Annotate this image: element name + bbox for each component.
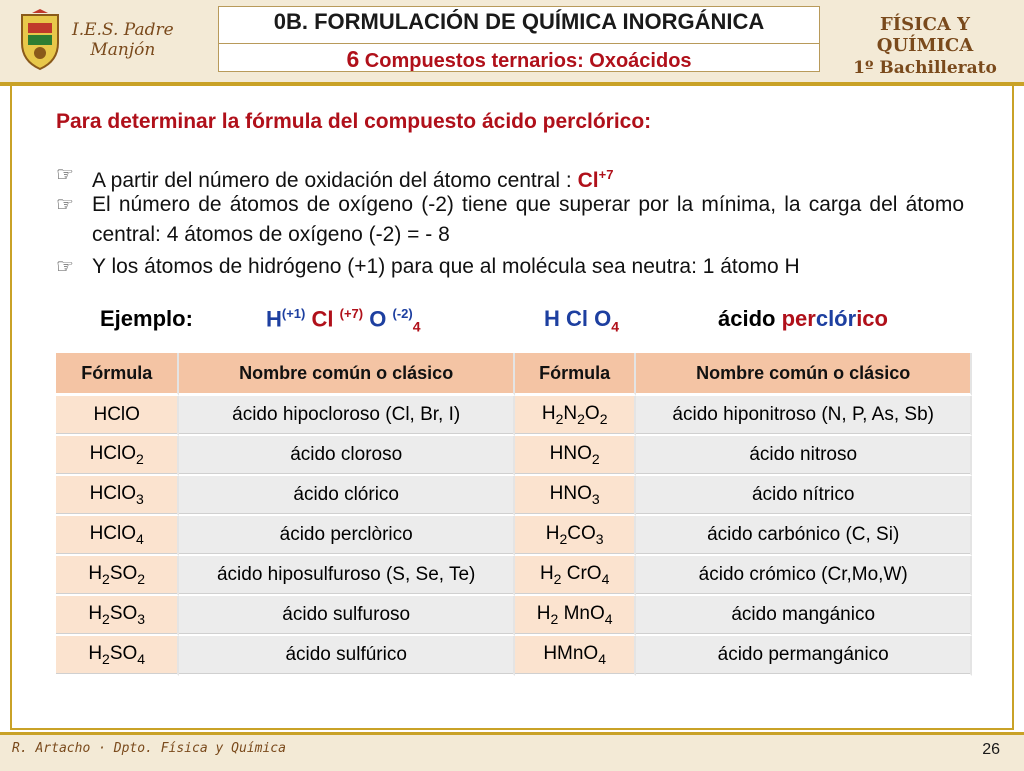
school-name-line2: Manjón	[90, 40, 156, 60]
school-logo	[6, 4, 206, 76]
name-cell: ácido crómico (Cr,Mo,W)	[636, 556, 972, 596]
table-row	[56, 436, 972, 476]
formula-cell: $H_2$ CrO$_4$	[515, 556, 636, 596]
intro-heading: Para determinar la fórmula del compuesto ácido perclórico:	[56, 110, 652, 133]
table-header-row	[56, 353, 972, 396]
example-cl: Cl	[311, 306, 334, 332]
name-cell: ácido hiposulfuroso (S, Se, Te)	[179, 556, 515, 596]
formula-cell: $HNO_2$	[515, 436, 636, 476]
formula-cell: $H_2$ MnO$_4$	[515, 596, 636, 636]
subtitle-text: Compuestos ternarios: Oxoácidos	[364, 50, 692, 72]
example-name-ico: ico	[856, 306, 888, 331]
example-h: H	[266, 306, 282, 332]
column-header: Fórmula	[515, 353, 636, 396]
subtitle-number: 6	[346, 46, 360, 72]
bullet-2-text: El número de átomos de oxígeno (-2) tiene que superar por la mínima, la carga del átomo central: 4 átomos de oxígeno (-2) = - 8	[92, 193, 964, 246]
subject-label	[830, 14, 1020, 78]
formula-cell: HClO$_2$	[56, 436, 179, 476]
example-formula	[544, 306, 619, 334]
name-cell: ácido sulfuroso	[179, 596, 515, 636]
formula-cell: $H_2CO_3$	[515, 516, 636, 556]
example-name-pre: ácido	[718, 306, 782, 331]
page-subtitle	[219, 46, 819, 73]
example-name-per: per	[781, 306, 816, 331]
column-header: Fórmula	[56, 353, 179, 396]
example-name	[718, 306, 888, 332]
page-title: 0B. FORMULACIÓN DE QUÍMICA INORGÁNICA	[273, 9, 765, 34]
title-divider	[219, 43, 819, 44]
title-box	[218, 6, 820, 72]
column-header: Nombre común o clásico	[179, 353, 515, 396]
central-atom-symbol: Cl	[577, 169, 599, 192]
formula-cell: $H_2SO_4$	[56, 636, 179, 676]
formula-cell: HClO$_3$	[56, 476, 179, 516]
example-o: O	[369, 306, 387, 332]
name-cell: ácido hiponitroso (N, P, As, Sb)	[636, 396, 972, 436]
oxoacids-table	[56, 353, 972, 676]
name-cell: ácido mangánico	[636, 596, 972, 636]
bullet-3-text: Y los átomos de hidrógeno (+1) para que al molécula sea neutra: 1 átomo H	[92, 255, 800, 278]
example-h-ox: (+1)	[281, 306, 306, 321]
course-name: 1º Bachillerato	[853, 58, 997, 78]
table-row	[56, 476, 972, 516]
formula-cell: HClO$_4$	[56, 516, 179, 556]
formula-cell: $H_2SO_2$	[56, 556, 179, 596]
example-label: Ejemplo:	[100, 306, 193, 331]
pointing-hand-icon: ☞	[56, 256, 74, 278]
pointing-hand-icon: ☞	[56, 164, 74, 186]
table-body	[56, 396, 972, 676]
name-cell: ácido perclòrico	[179, 516, 515, 556]
central-atom-oxidation: +7	[598, 167, 614, 182]
example-name-clor: clór	[815, 306, 857, 331]
table-row	[56, 556, 972, 596]
school-name-line1: I.E.S. Padre	[72, 20, 174, 40]
slide-footer	[0, 732, 1024, 771]
school-name	[72, 20, 174, 60]
table-row	[56, 516, 972, 556]
school-crest-icon	[18, 9, 62, 71]
name-cell: ácido nítrico	[636, 476, 972, 516]
example-o-ox: (-2)	[392, 306, 413, 321]
table-row	[56, 396, 972, 436]
name-cell: ácido carbónico (C, Si)	[636, 516, 972, 556]
column-header: Nombre común o clásico	[636, 353, 972, 396]
example-formula-sub: 4	[611, 318, 620, 335]
example-oxidation-formula	[266, 306, 421, 335]
pointing-hand-icon: ☞	[56, 194, 74, 216]
name-cell: ácido clórico	[179, 476, 515, 516]
slide-header	[0, 0, 1024, 86]
name-cell: ácido sulfúrico	[179, 636, 515, 676]
formula-cell: $HNO_3$	[515, 476, 636, 516]
formula-cell: HClO	[56, 396, 179, 436]
formula-cell: $H_2SO_3$	[56, 596, 179, 636]
page-number: 26	[982, 741, 1000, 758]
name-cell: ácido cloroso	[179, 436, 515, 476]
name-cell: ácido permangánico	[636, 636, 972, 676]
table-row	[56, 636, 972, 676]
name-cell: ácido nitroso	[636, 436, 972, 476]
formula-cell: HMnO$_4$	[515, 636, 636, 676]
formula-cell: $H_2N_2O_2$	[515, 396, 636, 436]
subject-name: FÍSICA Y QUÍMICA	[876, 14, 974, 56]
name-cell: ácido hipocloroso (Cl, Br, I)	[179, 396, 515, 436]
table-row	[56, 596, 972, 636]
example-o-sub: 4	[412, 318, 421, 335]
example-formula-text: H Cl O	[544, 306, 612, 331]
example-cl-ox: (+7)	[339, 306, 364, 321]
bullet-1-text: A partir del número de oxidación del átomo central :	[92, 169, 578, 192]
footer-credit: R. Artacho · Dpto. Física y Química	[12, 741, 286, 756]
